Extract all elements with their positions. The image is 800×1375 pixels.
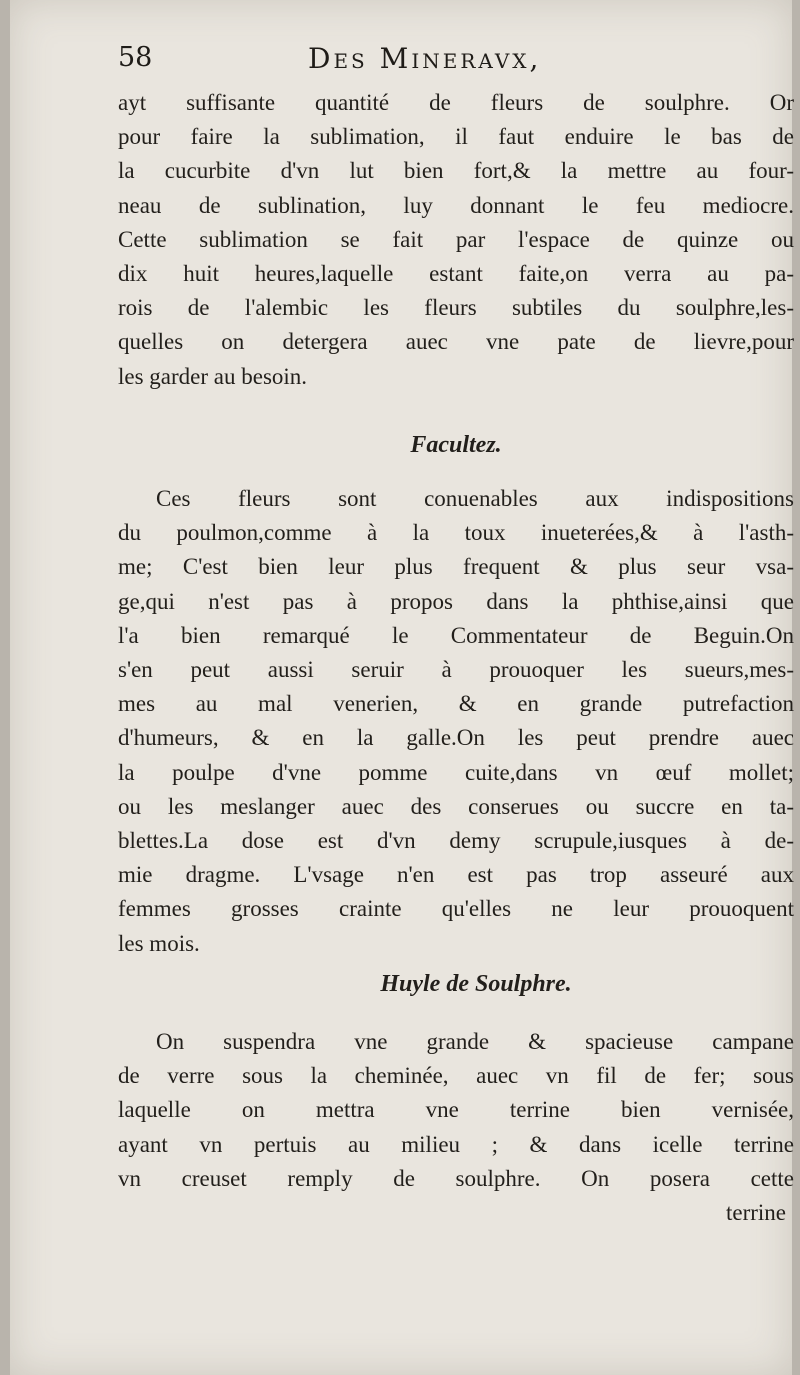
text-line: quelles on detergera auec vne pate de lievre,pour [118, 329, 794, 355]
text-line: de verre sous la cheminée, auec vn fil de fer; sous [118, 1063, 794, 1089]
running-head: Des Mineravx, [308, 42, 542, 75]
text-line: ayt suffisante quantité de fleurs de soulphre. Or [118, 90, 794, 115]
paragraph-huyle [118, 1025, 794, 1196]
text-line: la cucurbite d'vn lut bien fort,& la mettre au four- [118, 158, 794, 184]
text-block [118, 86, 794, 1230]
text-line: les mois. [118, 930, 200, 956]
section-heading-facultez: Facultez. [410, 431, 502, 458]
text-line: neau de sublination, luy donnant le feu mediocre. [118, 192, 794, 218]
text-line: femmes grosses crainte qu'elles ne leur prouoquent [118, 896, 794, 922]
text-line: mie dragme. L'vsage n'en est pas trop asseuré aux [118, 862, 794, 888]
section-heading-huyle: Huyle de Soulphre. [380, 970, 572, 997]
page-number: 58 [118, 42, 153, 73]
text-line: laquelle on mettra vne terrine bien vernisée, [118, 1097, 794, 1123]
text-line: mes au mal venerien, & en grande putrefaction [118, 691, 794, 717]
text-line: ayant vn pertuis au milieu ; & dans icelle terrine [118, 1131, 794, 1157]
text-line: l'a bien remarqué le Commentateur de Beguin.On [118, 622, 794, 648]
text-line: blettes.La dose est d'vn demy scrupule,iusques à de- [118, 828, 794, 854]
text-line: me; C'est bien leur plus frequent & plus seur vsa- [118, 554, 794, 580]
text-line: dix huit heures,laquelle estant faite,on verra au pa- [118, 261, 794, 287]
paragraph-facultez [118, 482, 794, 961]
text-line: d'humeurs, & en la galle.On les peut prendre auec [118, 725, 794, 751]
paragraph-sublimation [118, 86, 794, 394]
text-line: s'en peut aussi seruir à prouoquer les sueurs,mes- [118, 657, 794, 683]
text-line: rois de l'alembic les fleurs subtiles du soulphre,les- [118, 295, 794, 321]
text-line: On suspendra vne grande & spacieuse campane [156, 1029, 794, 1055]
page-header [118, 42, 638, 82]
catchword: terrine [725, 1200, 786, 1226]
text-line: Cette sublimation se fait par l'espace de quinze ou [118, 226, 794, 252]
text-line: pour faire la sublimation, il faut enduire le bas de [118, 124, 794, 150]
text-line: ou les meslanger auec des conserues ou succre en ta- [118, 793, 794, 819]
text-line: Ces fleurs sont conuenables aux indispositions [156, 486, 794, 512]
text-line: les garder au besoin. [118, 363, 308, 389]
text-line: ge,qui n'est pas à propos dans la phthise,ainsi que [118, 588, 794, 614]
text-line: du poulmon,comme à la toux inueterées,& à l'asth- [118, 520, 794, 546]
book-page [10, 0, 792, 1375]
text-line: la poulpe d'vne pomme cuite,dans vn œuf mollet; [118, 759, 794, 785]
text-line: vn creuset remply de soulphre. On posera cette [118, 1165, 794, 1191]
